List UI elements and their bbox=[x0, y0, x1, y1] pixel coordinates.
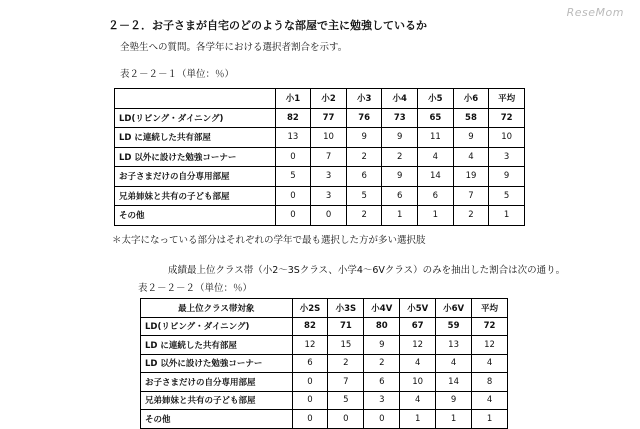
table-cell: 82 bbox=[275, 108, 311, 128]
table-cell: 72 bbox=[472, 317, 508, 336]
table-cell: 5 bbox=[489, 186, 525, 206]
table-cell: 4 bbox=[436, 354, 472, 373]
table-cell: 65 bbox=[418, 108, 454, 128]
section-heading: ２－２．お子さまが自宅のどのような部屋で主に勉強しているか bbox=[108, 19, 427, 32]
header-cell: 小4V bbox=[364, 299, 400, 318]
table-cell: 5 bbox=[346, 186, 382, 206]
header-cell: 小3S bbox=[328, 299, 364, 318]
table-cell: 80 bbox=[364, 317, 400, 336]
table-cell: 71 bbox=[328, 317, 364, 336]
table-cell: 0 bbox=[328, 410, 364, 429]
table-cell: 9 bbox=[364, 336, 400, 355]
table-row bbox=[141, 336, 508, 355]
table-cell: 3 bbox=[311, 167, 347, 187]
row-label: その他 bbox=[115, 206, 276, 226]
intro-text: 全塾生への質問。各学年における選択者割合を示す。 bbox=[120, 42, 348, 53]
row-label: LD に連続した共有部屋 bbox=[115, 128, 276, 148]
table-cell: 7 bbox=[328, 373, 364, 392]
table-row bbox=[115, 167, 525, 187]
row-label: その他 bbox=[141, 410, 293, 429]
table-cell: 0 bbox=[275, 206, 311, 226]
table-header-row bbox=[115, 89, 525, 109]
table-cell: 1 bbox=[418, 206, 454, 226]
header-cell: 小3 bbox=[346, 89, 382, 109]
table-cell: 9 bbox=[436, 391, 472, 410]
table-cell: 6 bbox=[364, 373, 400, 392]
table-cell: 1 bbox=[489, 206, 525, 226]
table-cell: 12 bbox=[292, 336, 328, 355]
table-cell: 0 bbox=[364, 410, 400, 429]
header-cell bbox=[115, 89, 276, 109]
table-cell: 2 bbox=[328, 354, 364, 373]
table-cell: 5 bbox=[275, 167, 311, 187]
table-cell: 13 bbox=[436, 336, 472, 355]
header-cell: 平均 bbox=[472, 299, 508, 318]
table-row bbox=[141, 317, 508, 336]
table-cell: 15 bbox=[328, 336, 364, 355]
table-cell: 82 bbox=[292, 317, 328, 336]
table1-caption: 表２－２－１（単位：％） bbox=[120, 69, 235, 80]
table-cell: 2 bbox=[382, 147, 418, 167]
table-cell: 67 bbox=[400, 317, 436, 336]
header-cell: 小4 bbox=[382, 89, 418, 109]
row-label: 兄弟姉妹と共有の子ども部屋 bbox=[141, 391, 293, 410]
table-cell: 0 bbox=[292, 410, 328, 429]
header-cell: 平均 bbox=[489, 89, 525, 109]
table-cell: 14 bbox=[418, 167, 454, 187]
table-cell: 13 bbox=[275, 128, 311, 148]
table-row bbox=[141, 391, 508, 410]
table-cell: 4 bbox=[400, 354, 436, 373]
table-cell: 10 bbox=[400, 373, 436, 392]
table-cell: 19 bbox=[453, 167, 489, 187]
table-cell: 2 bbox=[346, 206, 382, 226]
table-cell: 0 bbox=[275, 186, 311, 206]
table-row bbox=[115, 206, 525, 226]
table-cell: 59 bbox=[436, 317, 472, 336]
header-cell: 小5 bbox=[418, 89, 454, 109]
header-cell: 小2S bbox=[292, 299, 328, 318]
table-cell: 11 bbox=[418, 128, 454, 148]
header-cell: 小6 bbox=[453, 89, 489, 109]
table-row bbox=[115, 186, 525, 206]
table-cell: 1 bbox=[400, 410, 436, 429]
table-row bbox=[115, 128, 525, 148]
header-cell: 小1 bbox=[275, 89, 311, 109]
table-cell: 12 bbox=[400, 336, 436, 355]
table-cell: 9 bbox=[453, 128, 489, 148]
table-cell: 6 bbox=[418, 186, 454, 206]
table-cell: 6 bbox=[292, 354, 328, 373]
table-cell: 2 bbox=[346, 147, 382, 167]
table-cell: 10 bbox=[311, 128, 347, 148]
table-cell: 73 bbox=[382, 108, 418, 128]
row-label: LD(リビング・ダイニング) bbox=[115, 108, 276, 128]
table-cell: 9 bbox=[382, 167, 418, 187]
table-cell: 3 bbox=[311, 186, 347, 206]
table-row bbox=[115, 108, 525, 128]
watermark-logo: ReseMom bbox=[566, 6, 624, 19]
table-cell: 10 bbox=[489, 128, 525, 148]
footnote: ＊太字になっている部分はそれぞれの学年で最も選択した方が多い選択肢 bbox=[112, 235, 426, 246]
table-cell: 4 bbox=[453, 147, 489, 167]
table-cell: 5 bbox=[328, 391, 364, 410]
row-label: LD(リビング・ダイニング) bbox=[141, 317, 293, 336]
table-cell: 1 bbox=[382, 206, 418, 226]
table-cell: 0 bbox=[275, 147, 311, 167]
header-cell: 小6V bbox=[436, 299, 472, 318]
table-cell: 4 bbox=[400, 391, 436, 410]
table-cell: 6 bbox=[346, 167, 382, 187]
table-cell: 4 bbox=[472, 391, 508, 410]
table-cell: 12 bbox=[472, 336, 508, 355]
table-cell: 7 bbox=[311, 147, 347, 167]
table2-caption: 表２－２－２（単位：％） bbox=[138, 283, 253, 294]
table-cell: 3 bbox=[364, 391, 400, 410]
table-cell: 9 bbox=[346, 128, 382, 148]
table-cell: 0 bbox=[292, 391, 328, 410]
table-cell: 58 bbox=[453, 108, 489, 128]
table-row bbox=[141, 373, 508, 392]
table-row bbox=[115, 147, 525, 167]
table-cell: 4 bbox=[472, 354, 508, 373]
row-label: LD に連続した共有部屋 bbox=[141, 336, 293, 355]
table-cell: 76 bbox=[346, 108, 382, 128]
table-cell: 2 bbox=[364, 354, 400, 373]
row-label: お子さまだけの自分専用部屋 bbox=[141, 373, 293, 392]
header-cell: 小2 bbox=[311, 89, 347, 109]
table-cell: 1 bbox=[472, 410, 508, 429]
table-row bbox=[141, 354, 508, 373]
row-label: LD 以外に設けた勉強コーナー bbox=[115, 147, 276, 167]
table-cell: 9 bbox=[489, 167, 525, 187]
table-cell: 77 bbox=[311, 108, 347, 128]
table-cell: 0 bbox=[311, 206, 347, 226]
row-label: LD 以外に設けた勉強コーナー bbox=[141, 354, 293, 373]
table-cell: 1 bbox=[436, 410, 472, 429]
table-cell: 7 bbox=[453, 186, 489, 206]
table-cell: 4 bbox=[418, 147, 454, 167]
table-cell: 3 bbox=[489, 147, 525, 167]
table2 bbox=[140, 298, 508, 429]
table-cell: 14 bbox=[436, 373, 472, 392]
sub-intro-text: 成績最上位クラス帯（小2～3Sクラス、小学4～6Vクラス）のみを抽出した割合は次の通り。 bbox=[168, 265, 566, 276]
table-header-row bbox=[141, 299, 508, 318]
table-cell: 72 bbox=[489, 108, 525, 128]
table1 bbox=[114, 88, 525, 226]
header-cell: 最上位クラス帯対象 bbox=[141, 299, 293, 318]
table-cell: 8 bbox=[472, 373, 508, 392]
table-cell: 9 bbox=[382, 128, 418, 148]
table-row bbox=[141, 410, 508, 429]
table-cell: 0 bbox=[292, 373, 328, 392]
row-label: お子さまだけの自分専用部屋 bbox=[115, 167, 276, 187]
table-cell: 6 bbox=[382, 186, 418, 206]
header-cell: 小5V bbox=[400, 299, 436, 318]
table-cell: 2 bbox=[453, 206, 489, 226]
row-label: 兄弟姉妹と共有の子ども部屋 bbox=[115, 186, 276, 206]
